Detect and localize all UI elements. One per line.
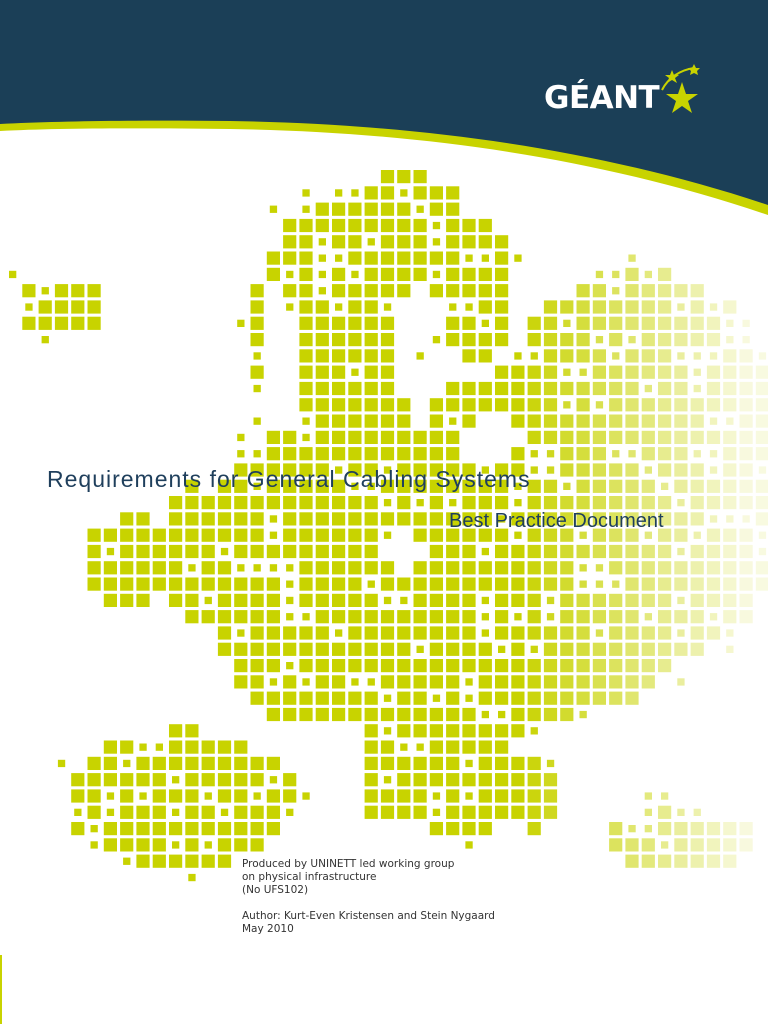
author-line: Author: Kurt-Even Kristensen and Stein Nygaard [242, 910, 495, 922]
logo-text: GÉANT [544, 80, 660, 116]
document-subtitle: Best Practice Document [449, 510, 664, 532]
document-title: Requirements for General Cabling Systems [47, 466, 531, 492]
geant-logo [544, 62, 714, 126]
credits-line: on physical infrastructure [242, 871, 377, 883]
credits-line: (No UFS102) [242, 884, 309, 896]
date-line: May 2010 [242, 923, 294, 935]
star-icon [650, 62, 714, 122]
edge-mark [0, 955, 2, 1024]
credits-block [242, 858, 562, 936]
credits-line: Produced by UNINETT led working group [242, 858, 455, 870]
